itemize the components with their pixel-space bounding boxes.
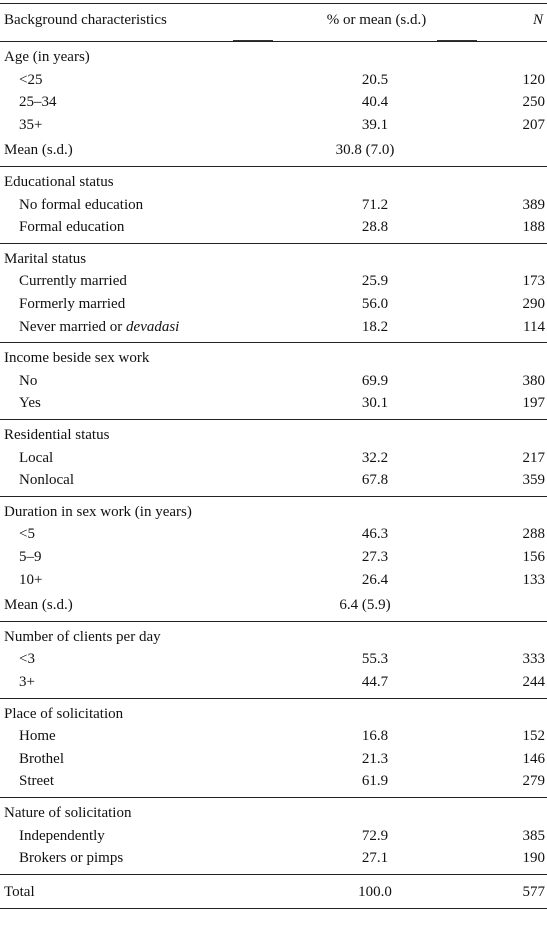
section-title: Marital status [4, 250, 87, 267]
row-percent: 32.2 [361, 449, 389, 466]
section-title: Duration in sex work (in years) [4, 503, 192, 520]
table-row [0, 469, 547, 491]
row-n: 244 [522, 674, 545, 690]
row-label-text: Street [19, 773, 54, 790]
row-n: 207 [522, 116, 545, 133]
section-title-row [0, 424, 547, 446]
row-percent: 71.2 [361, 196, 389, 213]
row-label [19, 569, 42, 591]
row-percent: 55.3 [361, 651, 389, 668]
table-row [0, 293, 547, 315]
row-label-text: No [19, 372, 38, 389]
table-row [0, 748, 547, 770]
row-n: 146 [522, 750, 545, 767]
row-n: 188 [522, 219, 545, 236]
row-label-text: 10+ [19, 571, 43, 588]
column-header-characteristics: Background characteristics [4, 12, 167, 28]
table-row [0, 671, 547, 693]
row-label-text: Brokers or pimps [19, 850, 124, 867]
row-label-text: <3 [19, 651, 35, 668]
row-label-text: Home [19, 728, 56, 745]
section-divider [0, 698, 547, 699]
row-percent: 44.7 [361, 674, 389, 690]
section-divider [0, 621, 547, 622]
row-label [19, 469, 74, 491]
row-percent: 27.1 [361, 850, 389, 867]
row-percent: 28.8 [361, 219, 389, 236]
row-label [19, 114, 42, 136]
table-row [0, 648, 547, 670]
section-divider [0, 419, 547, 420]
row-n: 385 [522, 827, 545, 844]
row-label-italic: devadasi [126, 318, 180, 335]
table-row [0, 216, 547, 238]
row-percent: 26.4 [361, 571, 389, 588]
row-label [19, 725, 56, 747]
section-divider [0, 342, 547, 343]
section-title: Nature of solicitation [4, 805, 132, 821]
row-label [19, 847, 123, 869]
row-percent: 69.9 [361, 372, 389, 389]
row-label-text: 25–34 [19, 94, 57, 111]
table-row [0, 370, 547, 392]
table-row [0, 316, 547, 338]
row-n: 389 [522, 196, 545, 213]
row-label-text: Formerly married [19, 296, 126, 312]
row-n: 120 [522, 71, 545, 88]
row-percent: 21.3 [361, 750, 389, 767]
row-label-text: Formal education [19, 219, 125, 236]
section-title: Educational status [4, 174, 114, 190]
section-divider [0, 166, 547, 167]
section-title-row [0, 802, 547, 824]
bottom-rule [0, 908, 547, 909]
section-title: Number of clients per day [4, 628, 161, 645]
row-label [19, 370, 37, 392]
row-label [19, 293, 125, 315]
row-n: 190 [522, 850, 545, 867]
table-row [0, 569, 547, 591]
column-header-n: N [532, 12, 543, 28]
row-n: 217 [522, 449, 545, 466]
table-row [0, 392, 547, 414]
mean-row [0, 594, 547, 616]
row-percent: 61.9 [361, 773, 389, 790]
row-label-text: 5–9 [19, 549, 42, 565]
row-n: 133 [522, 571, 545, 588]
row-percent: 67.8 [361, 472, 389, 489]
table-row [0, 447, 547, 469]
row-n: 333 [522, 651, 545, 668]
total-row [0, 881, 547, 903]
row-label-text: Never married or [19, 318, 127, 335]
row-n: 279 [522, 773, 545, 790]
row-n: 114 [523, 318, 545, 335]
row-percent: 30.1 [361, 395, 389, 412]
section-title: Age (in years) [4, 49, 90, 65]
row-n: 380 [522, 372, 545, 389]
row-label [19, 392, 41, 414]
column-header-percent-mean: % or mean (s.d.) [326, 12, 427, 28]
table-row [0, 523, 547, 545]
row-n: 156 [522, 549, 545, 565]
section-divider [0, 243, 547, 244]
row-label-text: No formal education [19, 196, 144, 213]
row-n: 173 [522, 273, 545, 290]
row-n: 288 [522, 526, 545, 543]
section-divider [0, 797, 547, 798]
section-title-row [0, 501, 547, 523]
table-row [0, 725, 547, 747]
row-label [19, 270, 127, 292]
row-n: 152 [522, 728, 545, 745]
row-label-text: Independently [19, 827, 105, 844]
total-n: 577 [522, 883, 545, 900]
table-row [0, 770, 547, 792]
table-row [0, 847, 547, 869]
table-row [0, 270, 547, 292]
section-title-row [0, 347, 547, 369]
row-percent: 46.3 [361, 526, 389, 543]
row-percent: 16.8 [361, 728, 389, 745]
row-percent: 18.2 [361, 318, 389, 335]
section-title-row [0, 626, 547, 648]
row-percent: 40.4 [361, 94, 389, 111]
row-n: 250 [522, 94, 545, 111]
row-label-text: Yes [19, 395, 41, 412]
row-label-text: 35+ [19, 116, 43, 133]
row-label [19, 748, 64, 770]
section-title-row [0, 703, 547, 725]
row-label [19, 194, 143, 216]
row-label [19, 770, 54, 792]
row-label [19, 523, 35, 545]
mean-label: Mean (s.d.) [4, 597, 73, 614]
table-row [0, 194, 547, 216]
row-label [19, 216, 124, 238]
table-row [0, 91, 547, 113]
row-percent: 25.9 [361, 273, 389, 290]
row-label [19, 546, 42, 568]
table-row [0, 546, 547, 568]
total-percent: 100.0 [358, 883, 392, 900]
row-label [19, 447, 53, 469]
row-label-text: <5 [19, 526, 35, 543]
row-label [19, 316, 179, 338]
row-label-text: Nonlocal [19, 472, 74, 489]
row-label [19, 648, 35, 670]
section-title-row [0, 248, 547, 270]
row-label-text: <25 [19, 71, 43, 88]
top-rule [0, 3, 547, 4]
row-label-text: Currently married [19, 273, 127, 290]
mean-label: Mean (s.d.) [4, 142, 73, 159]
header-rule [0, 41, 547, 42]
section-title: Place of solicitation [4, 705, 124, 722]
section-divider [0, 874, 547, 875]
row-n: 197 [522, 395, 545, 412]
row-n: 290 [522, 296, 545, 312]
section-title: Income beside sex work [4, 350, 150, 367]
row-label [19, 69, 42, 91]
table-row [0, 69, 547, 91]
mean-value: 30.8 (7.0) [335, 142, 395, 159]
row-percent: 72.9 [361, 827, 389, 844]
section-title-row [0, 46, 547, 68]
row-label-text: 3+ [19, 674, 35, 690]
row-percent: 20.5 [361, 71, 389, 88]
total-label: Total [4, 883, 35, 900]
row-label-text: Local [19, 449, 54, 466]
mean-value: 6.4 (5.9) [339, 597, 391, 614]
row-n: 359 [522, 472, 545, 489]
row-label [19, 671, 35, 693]
row-percent: 27.3 [361, 549, 389, 565]
section-title-row [0, 171, 547, 193]
row-percent: 39.1 [361, 116, 389, 133]
table-row [0, 825, 547, 847]
row-label [19, 825, 105, 847]
row-label-text: Brothel [19, 750, 64, 767]
mean-row [0, 139, 547, 161]
section-divider [0, 496, 547, 497]
section-title: Residential status [4, 427, 110, 443]
row-percent: 56.0 [361, 296, 389, 312]
table-row [0, 114, 547, 136]
row-label [19, 91, 57, 113]
